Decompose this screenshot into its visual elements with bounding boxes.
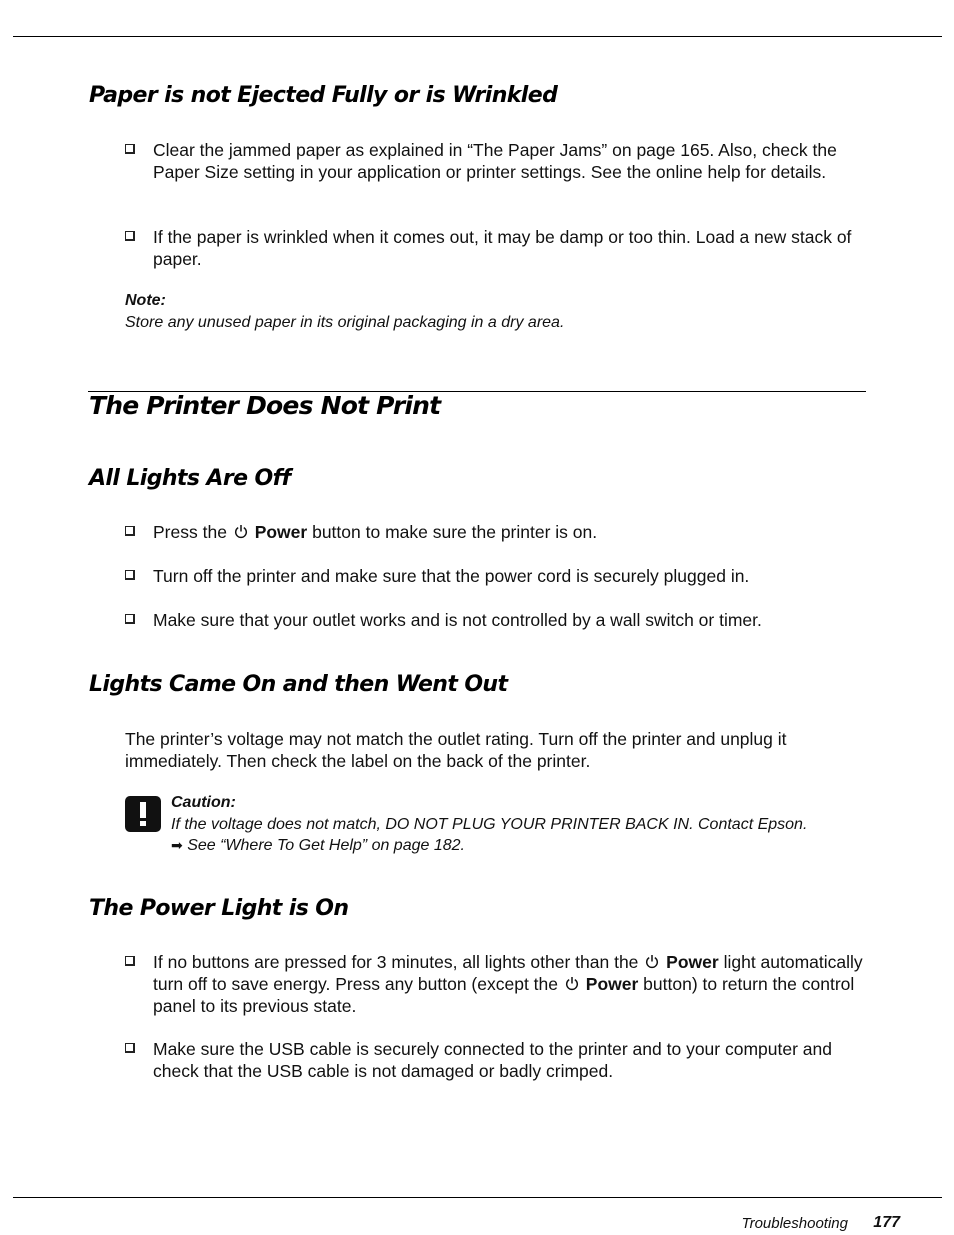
top-rule xyxy=(13,36,942,37)
list-item xyxy=(125,1038,865,1082)
checkbox-bullet-icon xyxy=(125,956,135,966)
list-item-text xyxy=(153,951,865,1017)
caution-reference xyxy=(171,835,465,856)
checkbox-bullet-icon xyxy=(125,231,135,241)
list-item xyxy=(125,609,865,631)
power-icon xyxy=(645,954,659,969)
list-item-text: Make sure the USB cable is securely connected to the printer and to your computer and check that the USB cable is not damaged or badly crimped. xyxy=(153,1039,832,1081)
text-fragment: If no buttons are pressed for 3 minutes, all lights other than the xyxy=(153,952,639,972)
text-fragment: button to make sure the printer is on. xyxy=(312,522,598,542)
list-item-text: Turn off the printer and make sure that the power cord is securely plugged in. xyxy=(153,566,750,586)
text-fragment: button) to return the control panel to its previous state. xyxy=(153,974,855,1016)
note-text: Store any unused paper in its original packaging in a dry area. xyxy=(125,314,565,331)
text-fragment: Press the xyxy=(153,522,227,542)
checkbox-bullet-icon xyxy=(125,570,135,580)
caution-icon xyxy=(125,796,161,832)
checkbox-bullet-icon xyxy=(125,526,135,536)
power-label: Power xyxy=(585,974,639,994)
power-label: Power xyxy=(666,952,719,972)
heading-paper-not-ejected: Paper is not Ejected Fully or is Wrinkled xyxy=(89,83,558,108)
arrow-right-icon: ➡ xyxy=(171,837,183,853)
list-item-text: If the paper is wrinkled when it comes out, it may be damp or too thin. Load a new stack of paper. xyxy=(153,227,852,269)
list-item xyxy=(125,521,865,543)
heading-printer-does-not-print: The Printer Does Not Print xyxy=(89,391,441,420)
power-label: Power xyxy=(254,522,308,542)
list-item-text: Make sure that your outlet works and is not controlled by a wall switch or timer. xyxy=(153,610,762,630)
heading-power-light-on: The Power Light is On xyxy=(89,896,349,921)
list-item xyxy=(125,226,865,270)
list-item xyxy=(125,951,865,1017)
caution-label: Caution: xyxy=(171,794,236,811)
power-icon xyxy=(565,976,579,991)
paragraph: The printer’s voltage may not match the outlet rating. Turn off the printer and unplug it immediately. Then check the label on the back of the printer. xyxy=(125,729,787,771)
note-label: Note: xyxy=(125,292,166,309)
footer-section-name: Troubleshooting xyxy=(741,1215,848,1232)
list-item xyxy=(125,565,865,587)
checkbox-bullet-icon xyxy=(125,144,135,154)
list-item-text: Clear the jammed paper as explained in “The Paper Jams” on page 165. Also, check the Paper Size setting in your application or printer settings. See the online help for details. xyxy=(153,140,837,182)
list-item-text xyxy=(153,521,865,543)
text-fragment: light automatically turn off to save energy. Press any button (except the xyxy=(153,952,863,994)
checkbox-bullet-icon xyxy=(125,1043,135,1053)
list-item xyxy=(125,139,865,183)
bottom-rule xyxy=(13,1197,942,1198)
power-icon xyxy=(234,524,248,539)
checkbox-bullet-icon xyxy=(125,614,135,624)
caution-text: If the voltage does not match, DO NOT PLUG YOUR PRINTER BACK IN. Contact Epson. xyxy=(171,816,808,833)
heading-all-lights-off: All Lights Are Off xyxy=(89,466,291,491)
caution-reference-text: See “Where To Get Help” on page 182. xyxy=(187,837,465,854)
page-number: 177 xyxy=(873,1214,900,1231)
heading-lights-came-on: Lights Came On and then Went Out xyxy=(89,672,508,697)
